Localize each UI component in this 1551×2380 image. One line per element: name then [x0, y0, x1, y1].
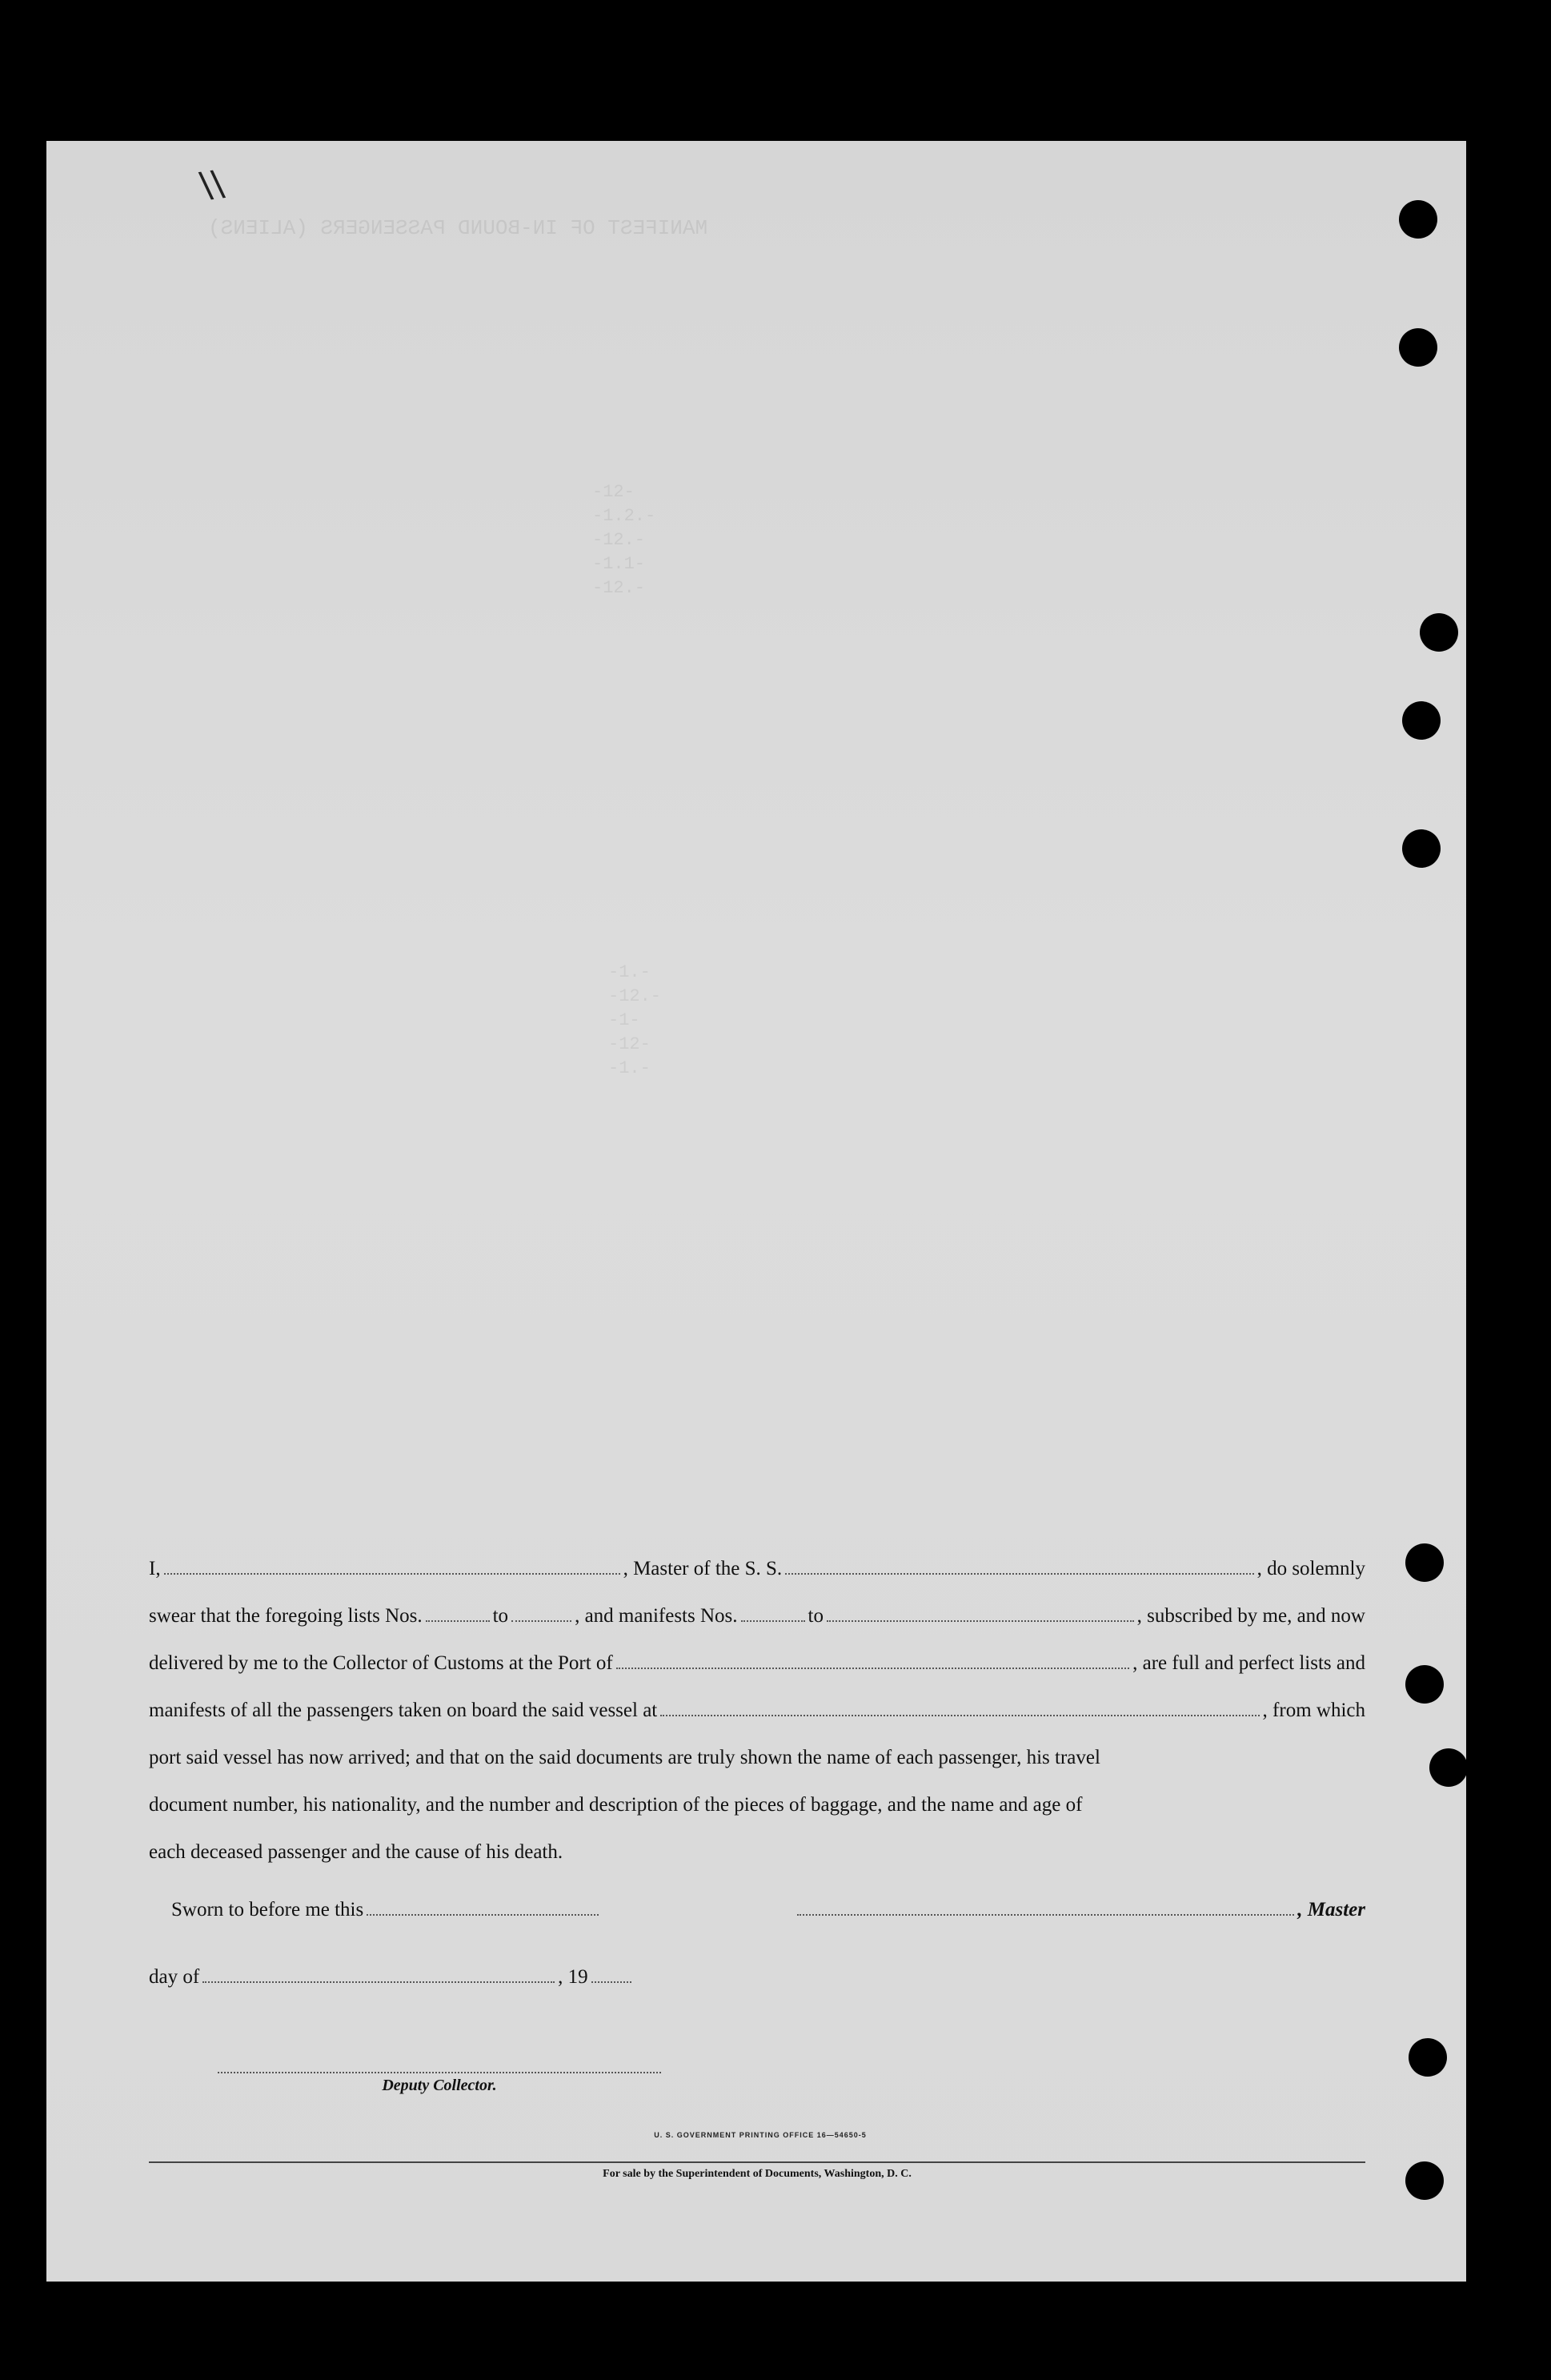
punch-hole: [1399, 328, 1437, 367]
punch-hole: [1402, 701, 1441, 740]
bleed-through: -12- -1.2.- -12.- -1.1- -12.-: [592, 482, 656, 598]
port-blank: [616, 1653, 1129, 1669]
oath-text: swear that the foregoing lists Nos.: [149, 1605, 423, 1627]
oath-line: [149, 1734, 1365, 1781]
oath-text: , are full and perfect lists and: [1132, 1652, 1365, 1674]
oath-text: to: [808, 1605, 824, 1627]
oath-text: delivered by me to the Collector of Customs at the Port of: [149, 1652, 613, 1674]
oath-text: , from which: [1262, 1700, 1365, 1721]
footer-rule: [149, 2161, 1365, 2163]
handwritten-mark: \\: [197, 163, 227, 207]
sworn-text: , 19: [558, 1966, 588, 1988]
punch-hole: [1409, 2038, 1447, 2077]
sale-notice: For sale by the Superintendent of Documents, Washington, D. C.: [603, 2168, 912, 2180]
bleed-through: -1.- -12.- -1- -12- -1.-: [608, 962, 662, 1078]
punch-hole: [1405, 2161, 1444, 2200]
oath-text: document number, his nationality, and the number and description of the pieces of baggage, and the name and age of: [149, 1794, 1083, 1816]
oath-text: each deceased passenger and the cause of his death.: [149, 1841, 563, 1863]
oath-line: [149, 1592, 1365, 1640]
oath-text: to: [492, 1605, 509, 1627]
departure-port-blank: [660, 1700, 1259, 1716]
punch-hole: [1399, 200, 1437, 239]
punch-hole: [1420, 613, 1458, 652]
punch-hole: [1402, 829, 1441, 868]
year-blank: [591, 1967, 631, 1983]
vessel-name-blank: [785, 1559, 1253, 1575]
oath-line: [149, 1828, 1365, 1876]
list-from-blank: [426, 1606, 490, 1622]
oath-text: , and manifests Nos.: [575, 1605, 738, 1627]
day-of-blank: [202, 1967, 555, 1983]
sworn-date-blank: [367, 1900, 599, 1916]
sworn-block: [149, 1899, 1365, 1989]
sworn-text: Sworn to before me this: [171, 1899, 364, 1920]
oath-statement: [149, 1545, 1365, 1876]
oath-text: , subscribed by me, and now: [1136, 1605, 1365, 1627]
punch-hole: [1429, 1748, 1468, 1787]
oath-line: [149, 1640, 1365, 1687]
printing-office-line: U. S. GOVERNMENT PRINTING OFFICE 16—54650-5: [654, 2131, 867, 2139]
punch-hole: [1405, 1543, 1444, 1582]
sworn-text: day of: [149, 1966, 200, 1988]
deputy-signature-line: [218, 2072, 661, 2073]
oath-text: I,: [149, 1558, 161, 1579]
punch-hole: [1405, 1665, 1444, 1704]
manifest-from-blank: [741, 1606, 805, 1622]
manifest-to-blank: [827, 1606, 1134, 1622]
oath-line: [149, 1545, 1365, 1592]
master-name-blank: [164, 1559, 620, 1575]
sworn-line: [149, 1899, 1365, 1921]
oath-line: [149, 1687, 1365, 1734]
oath-text: port said vessel has now arrived; and that on the said documents are truly shown the name of each passenger, his travel: [149, 1747, 1100, 1768]
oath-text: manifests of all the passengers taken on board the said vessel at: [149, 1700, 658, 1721]
oath-text: , Master of the S. S.: [623, 1558, 783, 1579]
oath-text: , do solemnly: [1256, 1558, 1365, 1579]
deputy-collector-label: Deputy Collector.: [382, 2077, 497, 2094]
sworn-line: [149, 1966, 1365, 1989]
master-label: , Master: [1297, 1899, 1365, 1920]
master-signature-blank: [797, 1900, 1294, 1916]
list-to-blank: [511, 1606, 571, 1622]
bleed-through: MANIFEST OF IN-BOUND PASSENGERS (ALIENS): [208, 216, 708, 240]
oath-line: [149, 1781, 1365, 1828]
